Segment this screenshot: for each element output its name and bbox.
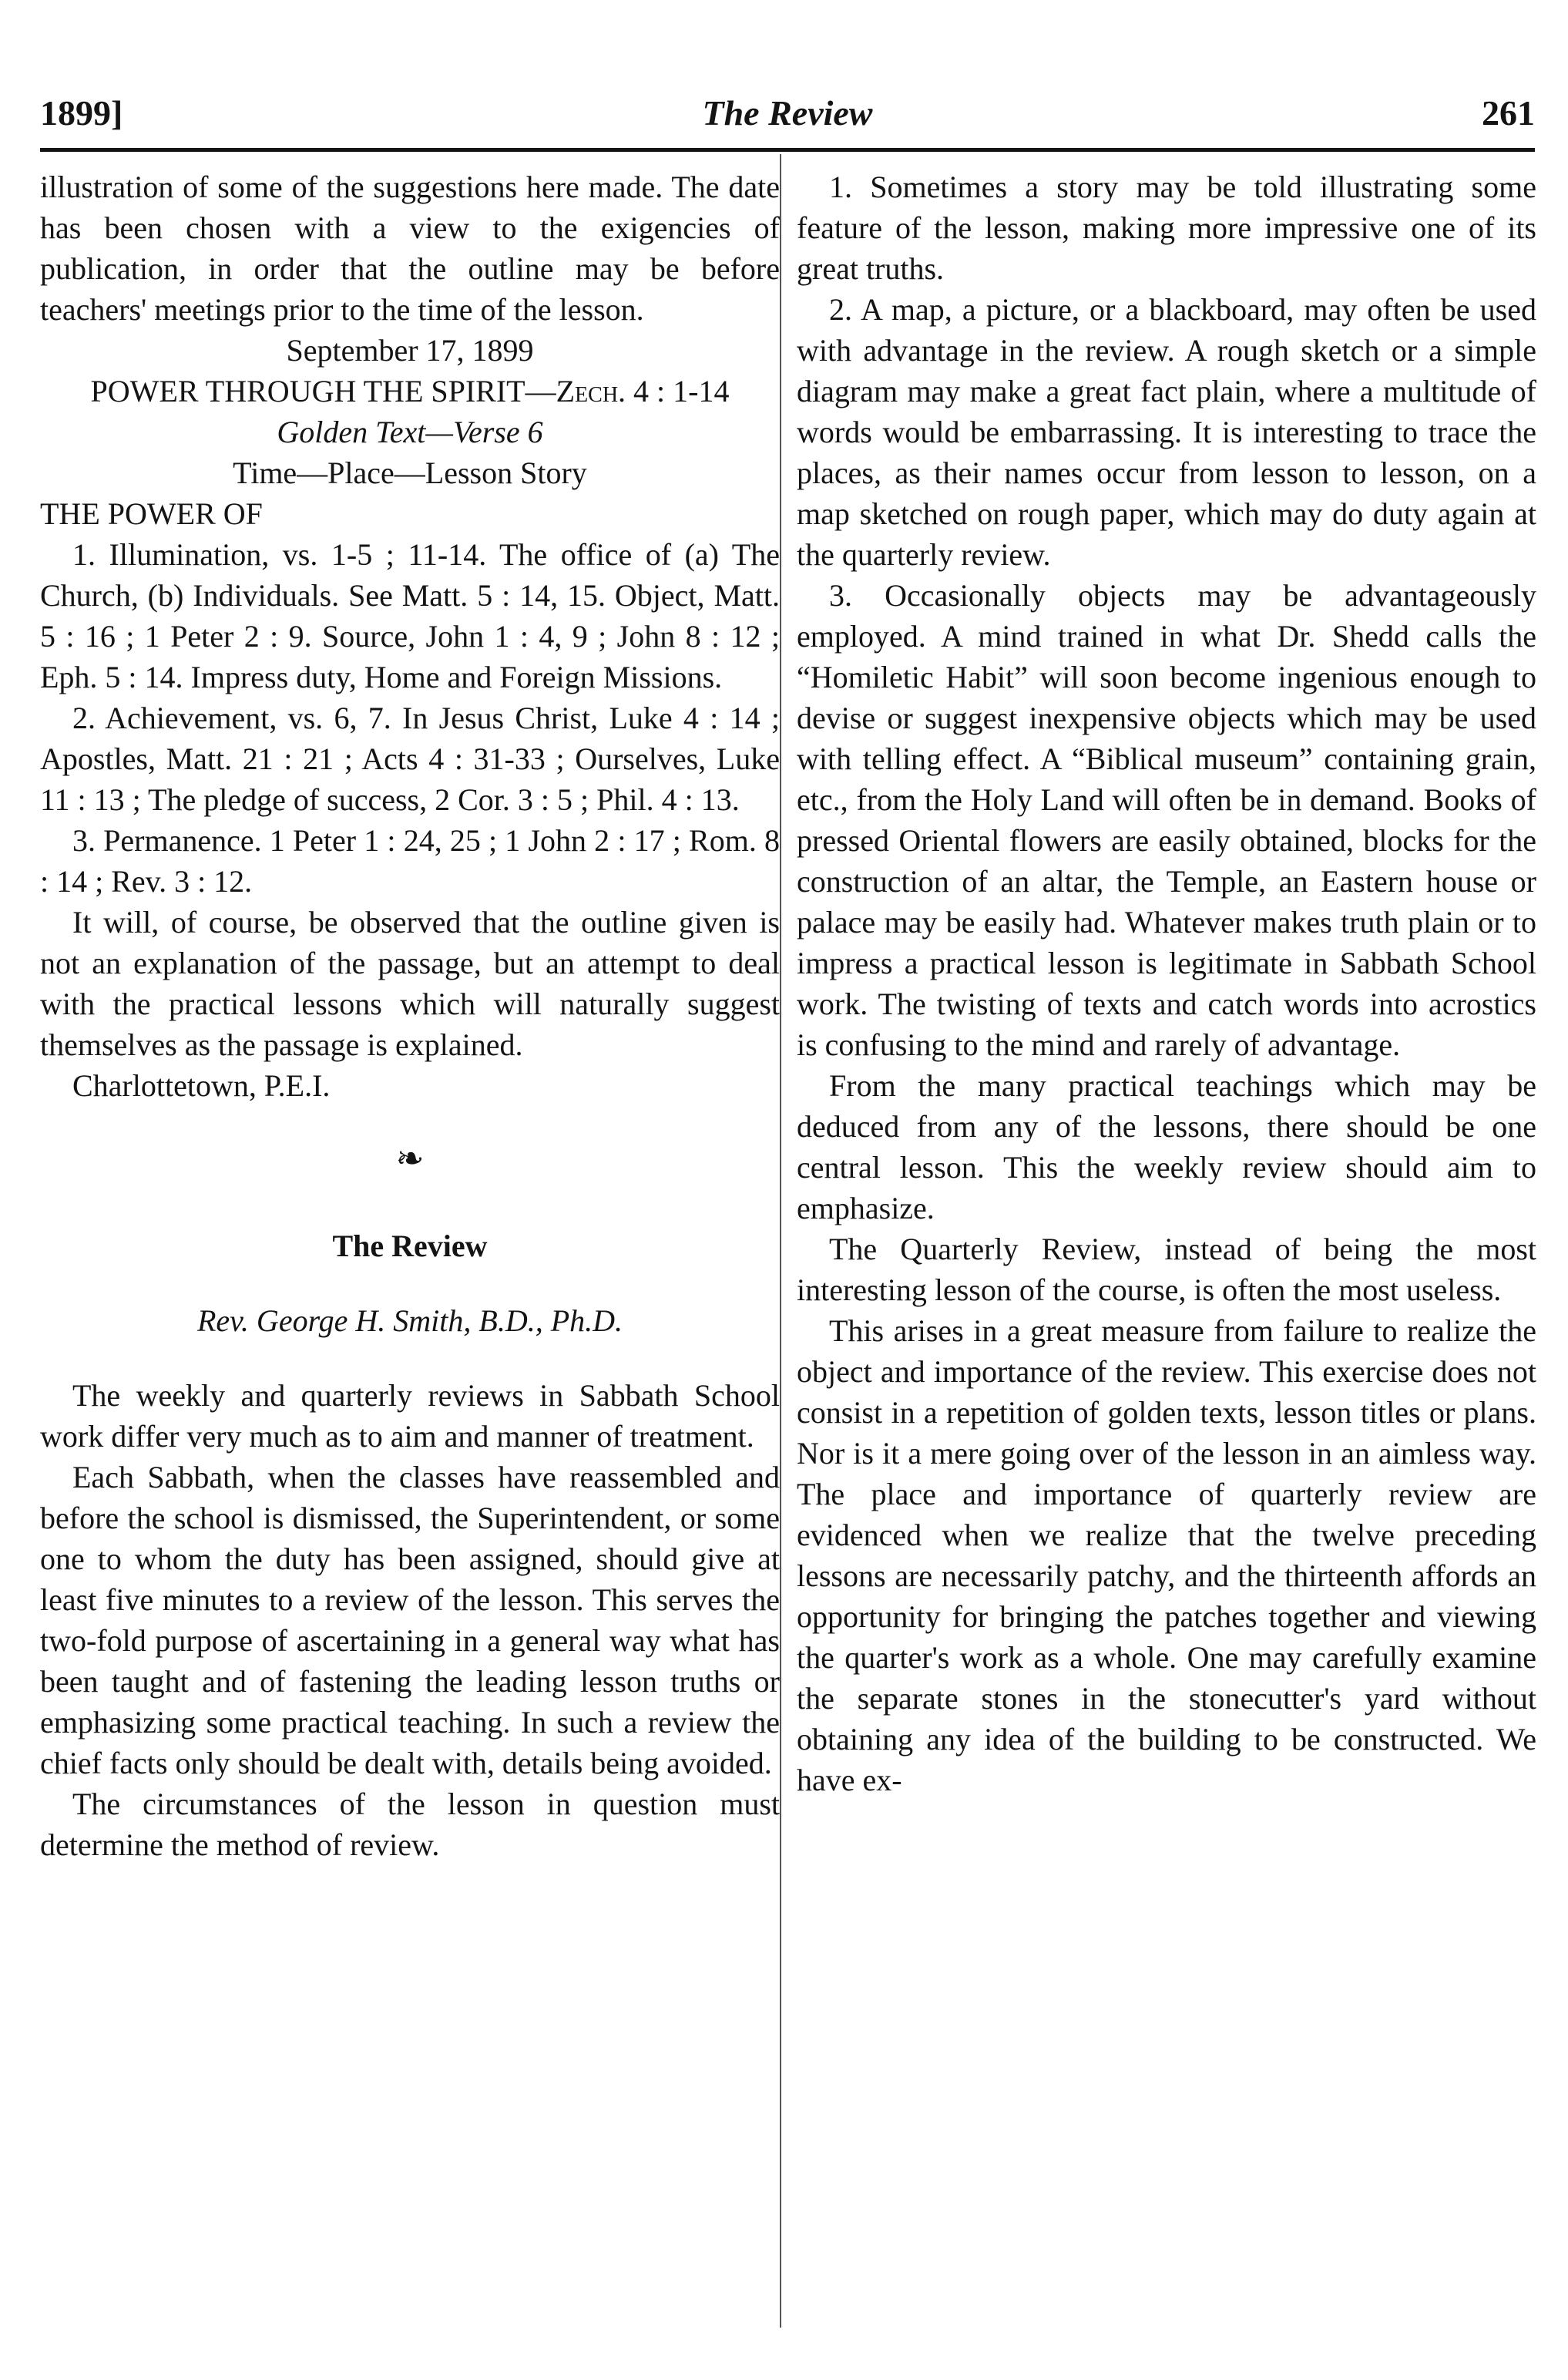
running-header bbox=[40, 83, 1535, 148]
paragraph: Each Sabbath, when the classes have reassembled and before the school is dismissed, the Superintendent, or some one to whom the duty has been assigned, should give at least five minutes to a review of the lesson. This serves the two-fold purpose of ascertaining in a general way what has been taught and of fastening the leading lesson truths or emphasizing some practical teaching. In such a review the chief facts only should be dealt with, details being avoided. bbox=[40, 1460, 780, 1780]
fleuron-icon: ❧ bbox=[395, 1140, 425, 1178]
header-rule bbox=[40, 148, 1535, 152]
right-column bbox=[797, 166, 1536, 1800]
outline-item-2: 2. Achievement, vs. 6, 7. In Jesus Christ, Luke 4 : 14 ; Apostles, Matt. 21 : 21 ; Acts 4 : 31-33 ; Ourselves, Luke 11 : 13 ; The pledge of success, 2 Cor. 3 : 5 ; Phil. 4 : 13. bbox=[40, 701, 780, 817]
paragraph: This arises in a great measure from failure to realize the object and importance of the review. This exercise does not consist in a repetition of golden texts, lesson titles or plans. Nor is it a mere going over of the lesson in an aimless way. The place and importance of quarterly review are evidenced when we realize that the twelve preceding lessons are necessarily patchy, and the thirteenth affords an opportunity for bringing the patches together and viewing the quarter's work as a whole. One may carefully examine the separate stones in the stonecutter's yard without obtaining any idea of the building to be constructed. We have ex- bbox=[797, 1313, 1536, 1797]
article-title: The Review bbox=[332, 1229, 488, 1263]
paragraph: The circumstances of the lesson in question must determine the method of review. bbox=[40, 1787, 780, 1862]
column-divider bbox=[780, 154, 781, 2328]
outline-item-3: 3. Permanence. 1 Peter 1 : 24, 25 ; 1 John 2 : 17 ; Rom. 8 : 14 ; Rev. 3 : 12. bbox=[40, 823, 780, 899]
header-title: The Review bbox=[702, 93, 873, 133]
paragraph: 1. Sometimes a story may be told illustrating some feature of the lesson, making more impressive one of its great truths. bbox=[797, 170, 1536, 286]
outline-heading: THE POWER OF bbox=[40, 496, 263, 531]
left-column bbox=[40, 166, 780, 1865]
lesson-title: POWER THROUGH THE SPIRIT—Zech. 4 : 1-14 bbox=[90, 374, 730, 408]
header-year: 1899] bbox=[40, 93, 123, 133]
place-signoff: Charlottetown, P.E.I. bbox=[72, 1068, 331, 1103]
article-author: Rev. George H. Smith, B.D., Ph.D. bbox=[196, 1303, 623, 1338]
page-number: 261 bbox=[1482, 93, 1535, 133]
paragraph: 3. Occasionally objects may be advantageously employed. A mind trained in what Dr. Shedd calls the “Homiletic Habit” will soon become ingenious enough to devise or suggest inexpensive objects which may be used with telling effect. A “Biblical museum” containing grain, etc., from the Holy Land will often be in demand. Books of pressed Oriental flowers are easily obtained, blocks for the construction of an altar, the Temple, an Eastern house or palace may be easily had. Whatever makes truth plain or to impress a practical lesson is legitimate in Sabbath School work. The twisting of texts and catch words into acrostics is confusing to the mind and rarely of advantage. bbox=[797, 578, 1536, 1062]
paragraph: The weekly and quarterly reviews in Sabbath School work differ very much as to aim and manner of treatment. bbox=[40, 1378, 780, 1454]
paragraph: The Quarterly Review, instead of being the most interesting lesson of the course, is often the most useless. bbox=[797, 1232, 1536, 1307]
paragraph: It will, of course, be observed that the outline given is not an explanation of the passage, but an attempt to deal with the practical lessons which will naturally suggest themselves as the passage is explained. bbox=[40, 905, 780, 1062]
paragraph: From the many practical teachings which may be deduced from any of the lessons, there should be one central lesson. This the weekly review should aim to emphasize. bbox=[797, 1068, 1536, 1225]
time-place-line: Time—Place—Lesson Story bbox=[233, 455, 587, 490]
paragraph: 2. A map, a picture, or a blackboard, may often be used with advantage in the review. A rough sketch or a simple diagram may make a great fact plain, where a multitude of words would be embarrassing. It is interesting to trace the places, as their names occur from lesson to lesson, on a map sketched on rough paper, which may do duty again at the quarterly review. bbox=[797, 292, 1536, 572]
paragraph: illustration of some of the suggestions here made. The date has been chosen with a view to the exigencies of publication, in order that the outline may be before teachers' meetings prior to the time of the lesson. bbox=[40, 170, 780, 327]
outline-item-1: 1. Illumination, vs. 1-5 ; 11-14. The office of (a) The Church, (b) Individuals. See Matt. 5 : 14, 15. Object, Matt. 5 : 16 ; 1 Peter 2 : 9. Source, John 1 : 4, 9 ; John 8 : 12 ; Eph. 5 : 14. Impress duty, Home and Foreign Missions. bbox=[40, 537, 780, 694]
date-line: September 17, 1899 bbox=[286, 333, 534, 368]
golden-text: Golden Text—Verse 6 bbox=[277, 415, 543, 449]
